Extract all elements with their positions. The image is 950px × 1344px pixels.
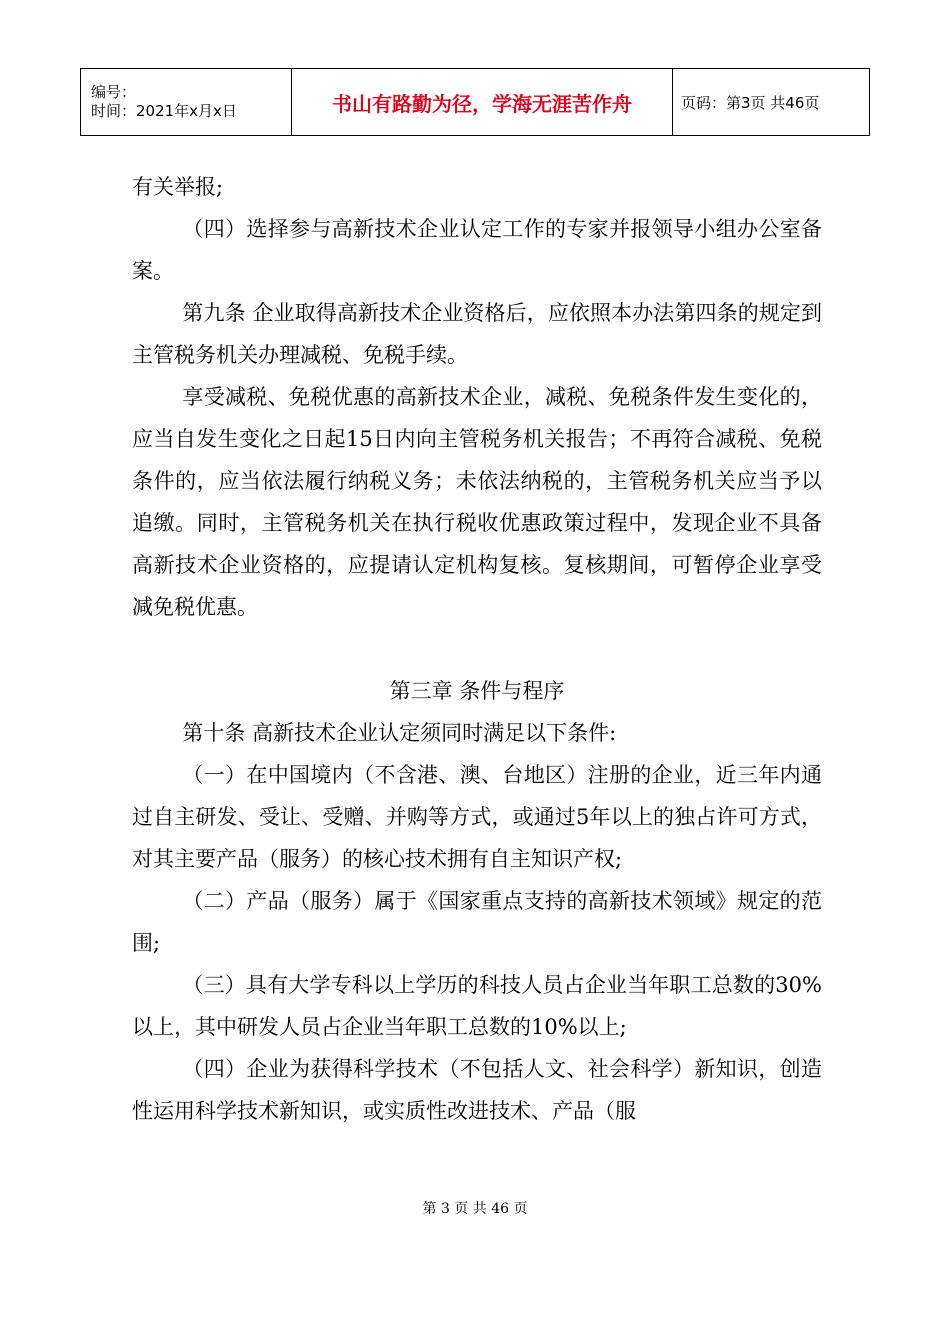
- paragraph: （三）具有大学专科以上学历的科技人员占企业当年职工总数的30%以上，其中研发人员占企业当年职工总数的10%以上;: [132, 973, 822, 1039]
- page-header: [80, 68, 870, 136]
- paragraph: 享受减税、免税优惠的高新技术企业，减税、免税条件发生变化的，应当自发生变化之日起15日内向主管税务机关报告；不再符合减税、免税条件的，应当依法履行纳税义务；未依法纳税的，主管税务机关应当予以追缴。同时，主管税务机关在执行税收优惠政策过程中，发现企业不具备高新技术企业资格的，应提请认定机构复核。复核期间，可暂停企业享受减免税优惠。: [132, 385, 822, 619]
- paragraph: （一）在中国境内（不含港、澳、台地区）注册的企业，近三年内通过自主研发、受让、受赠、并购等方式，或通过5年以上的独占许可方式，对其主要产品（服务）的核心技术拥有自主知识产权;: [132, 763, 822, 871]
- document-body: [132, 166, 822, 1132]
- paragraph: （四）选择参与高新技术企业认定工作的专家并报领导小组办公室备案。: [132, 217, 822, 283]
- chapter-title: 第三章 条件与程序: [389, 679, 565, 703]
- paragraph: （四）企业为获得科学技术（不包括人文、社会科学）新知识，创造性运用科学技术新知识，或实质性改进技术、产品（服: [132, 1057, 822, 1123]
- header-meta-cell: [81, 69, 292, 136]
- paragraph: 有关举报;: [132, 175, 224, 199]
- number-label: 编号：: [91, 83, 137, 101]
- motto-text: 书山有路勤为径，学海无涯苦作舟: [292, 69, 673, 136]
- page-info: 页码：第3页 共46页: [673, 69, 870, 136]
- paragraph: 第十条 高新技术企业认定须同时满足以下条件:: [182, 721, 617, 745]
- date-label: 时间：2021年x月x日: [91, 102, 237, 120]
- page-footer: 第 3 页 共 46 页: [422, 1201, 528, 1217]
- paragraph: 第九条 企业取得高新技术企业资格后，应依照本办法第四条的规定到主管税务机关办理减税、免税手续。: [132, 301, 822, 367]
- paragraph: （二）产品（服务）属于《国家重点支持的高新技术领域》规定的范围;: [132, 889, 822, 955]
